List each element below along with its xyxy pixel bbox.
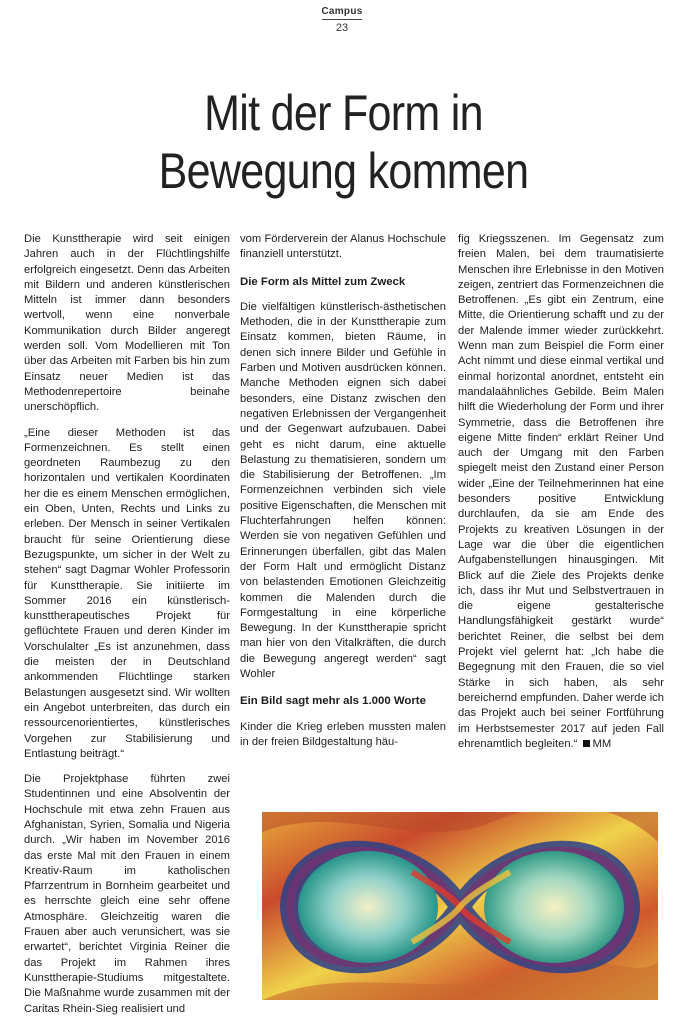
- subheading: Die Form als Mittel zum Zweck: [240, 275, 406, 288]
- paragraph: [458, 232, 664, 752]
- author-signature: MM: [592, 737, 612, 750]
- column-2: [240, 232, 446, 760]
- paragraph: Die Kunsttherapie wird seit einigen Jahren auch in der Flüchtlingshilfe erfolgreich eingesetzt. Denn das Arbeiten mit Bildern und anderen künstlerischen Mitteln ist immer dann besonders wertvoll, wenn eine nonverbale Kommunikation durch Bilder angeregt werden soll. Vom Modellieren mit Ton über das Arbeiten mit Farben bis hin zum Einsatz neuer Medien ist das Methodenrepertoire beinahe unerschöpflich.: [24, 233, 230, 414]
- paragraph: Die Projektphase führten zwei Studentinnen und eine Absolventin der Hochschule mit etwa zehn Frauen aus Afghanistan, Syrien, Somalia und Nigeria durch. „Wir haben im November 2016 das erste Mal mit den Frauen in einem Kreativ-Raum im katholischen Pfarrzentrum in Bornheim gearbeitet und es herrschte gleich eine sehr offene Atmosphäre. Gleichzeitig waren die Frauen aber auch verunsichert, was sie erwartet“, berichtet Virginia Reiner die das Projekt im Rahmen ihres Kunsttherapie-Studiums mitgestaltete. Die Maßnahme wurde zusammen mit der Caritas Rhein-Sieg realisiert und: [24, 773, 230, 1015]
- article-title: [48, 84, 639, 200]
- page-header: [290, 6, 394, 34]
- column-3: [458, 232, 664, 762]
- infinity-painting: [262, 812, 658, 1000]
- column-1: [24, 232, 230, 1027]
- paragraph: Kinder die Krieg erleben mussten malen in der freien Bildgestaltung häu-: [240, 720, 446, 748]
- paragraph: vom Förderverein der Alanus Hochschule finanziell unterstützt.: [240, 233, 446, 261]
- title-line-2: Bewegung kommen: [158, 143, 529, 199]
- title-line-1: Mit der Form in: [204, 85, 483, 141]
- section-label: Campus: [321, 6, 363, 17]
- subheading: Ein Bild sagt mehr als 1.000 Worte: [240, 695, 426, 708]
- header-rule: [322, 19, 362, 20]
- paragraph-text: fig Kriegsszenen. Im Gegensatz zum freien Malen, bei dem traumatisierte Menschen ihre Erlebnisse in den Motiven zeigen, zentriert das Formenzeichnen die Betroffenen. „Es gibt ein Zentrum, eine Mitte, die Orientierung schafft und zu der der Malende immer wieder zurückkehrt. Wenn man zum Beispiel die Form einer Acht nimmt und diese einmal vertikal und einmal horizontal anordnet, entsteht ein mandalaähnliches Gebilde. Beim Malen hilft die Wiederholung der Form und ihrer Symmetrie, dass die Betroffenen ihre eigene Mitte finden“ erklärt Reiner Und auch der Umgang mit den Farben spiegelt meist den Zustand einer Person wider „Eine der Teilnehmerinnen hat eine besonders positive Entwicklung durchlaufen, da sie am Ende des Projekts zu kreativen Lösungen in der Lage war die über die eigentlichen Aufgabenstellungen hinausgingen. Mit Blick auf die Ziele des Projekts denke ich, dass ihr Mut und Selbstvertrauen in die eigene gestalterische Handlungsfähigkeit gestärkt wurde“ berichtet Reiner, die selbst bei dem Projekt viel gelernt hat: „Ich habe die Begegnung mit den Frauen, die so viel Stärke in sich haben, als sehr bereichernd empfunden. Daher werde ich das Projekt auch bei seiner Fortführung im Herbstsemester 2017 auf jeden Fall ehrenamtlich begleiten.“: [458, 233, 664, 750]
- paragraph: Die vielfältigen künstlerisch-ästhetischen Methoden, die in der Kunsttherapie zum Einsatz kommen, bieten Räume, in denen sich innere Bilder und Gefühle in Farben und Motiven ausdrücken können. Manche Methoden eignen sich dabei besonders, eine Distanz zwischen den negativen Erlebnissen der Vergangenheit und der Gegenwart aufzubauen. Dabei geht es nicht darum, eine aktuelle Belastung zu thematisieren, sondern um die Stabilisierung der Betroffenen. „Im Formenzeichnen verbinden sich viele positive Eigenschaften, die Menschen mit Fluchterfahrungen helfen können: Werden sie von negativen Gefühlen und Erinnerungen überfallen, gibt das Malen der Form Halt und ermöglicht Distanz von belastenden Emotionen Gleichzeitig kommen die Malenden durch die Formgestaltung in eine körperliche Bewegung. In der Kunsttherapie spricht man hier von den Vitalkräften, die durch die Bewegung angeregt werden“ sagt Wohler: [240, 300, 446, 681]
- page-number: 23: [335, 22, 349, 34]
- end-mark-square: [583, 740, 590, 747]
- paragraph: „Eine dieser Methoden ist das Formenzeichnen. Es stellt einen geordneten Raumbezug zu den horizontalen und vertikalen Koordinaten her die es einem Menschen ermöglichen, ein Oben, Unten, Rechts und Links zu erleben. Der Mensch in seiner Vertikalen braucht für seine Orientierung diese Bezugspunkte, um sicher in der Welt zu stehen“ sagt Dagmar Wohler Professorin für Kunsttherapie. Sie initiierte im Sommer 2016 ein künstlerisch-kunsttherapeutisches Projekt für geflüchtete Frauen und deren Kinder im Vorschulalter „Es ist anzunehmen, dass die meisten der in Deutschland ankommenden Flüchtlinge starken Belastungen ausgesetzt sind. Wir wollten ein Angebot unterbreiten, das durch ein ressourcenorientiertes, künstlerisches Vorgehen zur Stabilisierung und Entlastung beiträgt.“: [24, 426, 230, 760]
